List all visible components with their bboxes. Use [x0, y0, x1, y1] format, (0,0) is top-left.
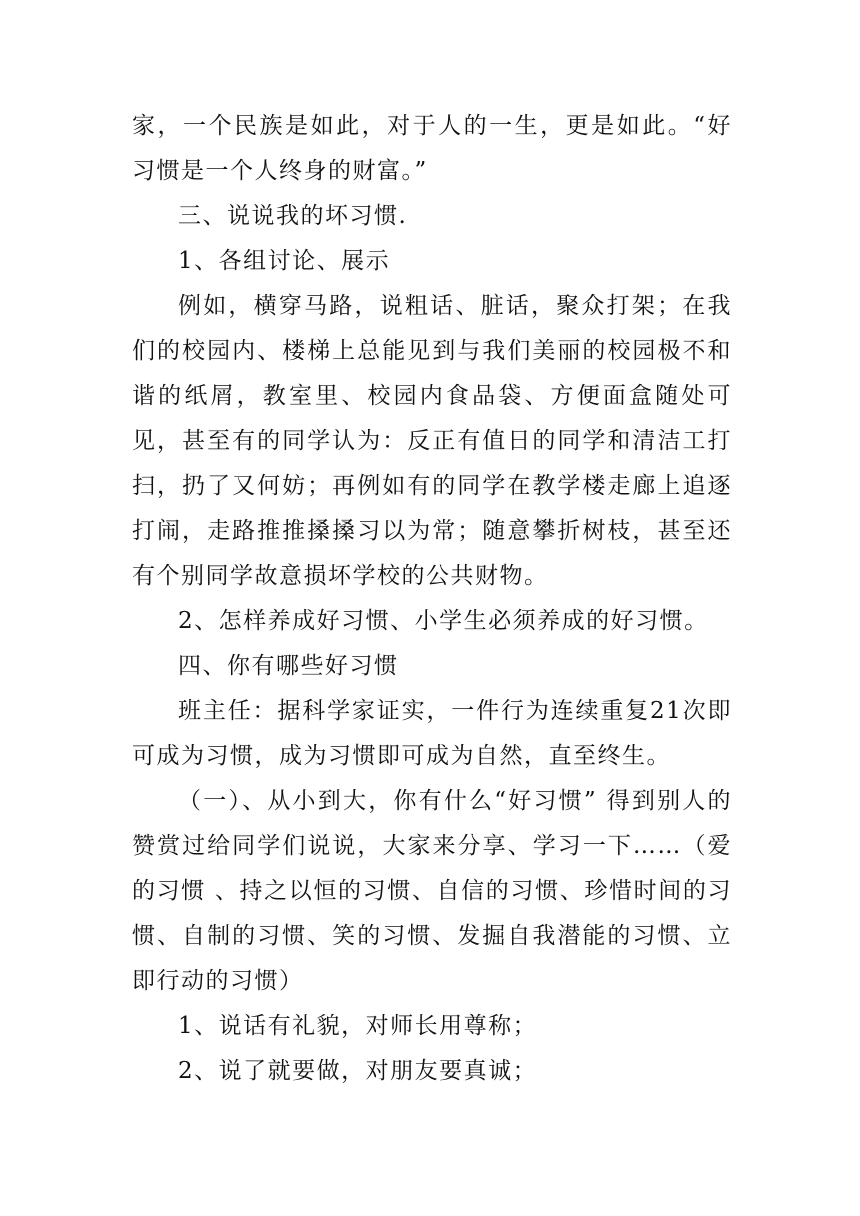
section-heading-bad-habits: 三、说说我的坏习惯.: [178, 203, 408, 229]
paragraph-examples: 例如，横穿马路，说粗话、脏话，聚众打架；在我们的校园内、楼梯上总能见到与我们美丽的校园极不和谐的纸屑，教室里、校园内食品袋、方便面盒随处可见，甚至有的同学认为：反正有值日的同学和清洁工打扫，扔了又何妨；再例如有的同学在教学楼走廊上追逐打闹，走路推推搡搡习以为常；随意攀折树枝，甚至还有个别同学故意损坏学校的公共财物。: [132, 293, 732, 589]
list-item-group-discussion: 1、各组讨论、展示: [178, 248, 391, 274]
section-heading-good-habits: 四、你有哪些好习惯: [178, 653, 399, 679]
list-item-polite-speech: 1、说话有礼貌，对师长用尊称；: [178, 1013, 538, 1039]
paragraph-continuation: 家，一个民族是如此，对于人的一生，更是如此。“好习惯是一个人终身的财富。”: [132, 113, 732, 184]
document-body: [132, 104, 732, 1094]
list-item-keep-promises: 2、说了就要做，对朋友要真诚；: [178, 1058, 538, 1084]
paragraph-teacher-statement: 班主任：据科学家证实，一件行为连续重复21次即可成为习惯，成为习惯即可成为自然，直至终生。: [132, 698, 732, 769]
paragraph-share-habits: （一）、从小到大，你有什么“好习惯” 得到别人的赞赏过给同学们说说，大家来分享、学习一下……（爱的习惯 、持之以恒的习惯、自信的习惯、珍惜时间的习惯、自制的习惯、笑的习惯、发掘自我潜能的习惯、立即行动的习惯）: [132, 788, 732, 994]
list-item-forming-habits: 2、怎样养成好习惯、小学生必须养成的好习惯。: [178, 608, 709, 634]
